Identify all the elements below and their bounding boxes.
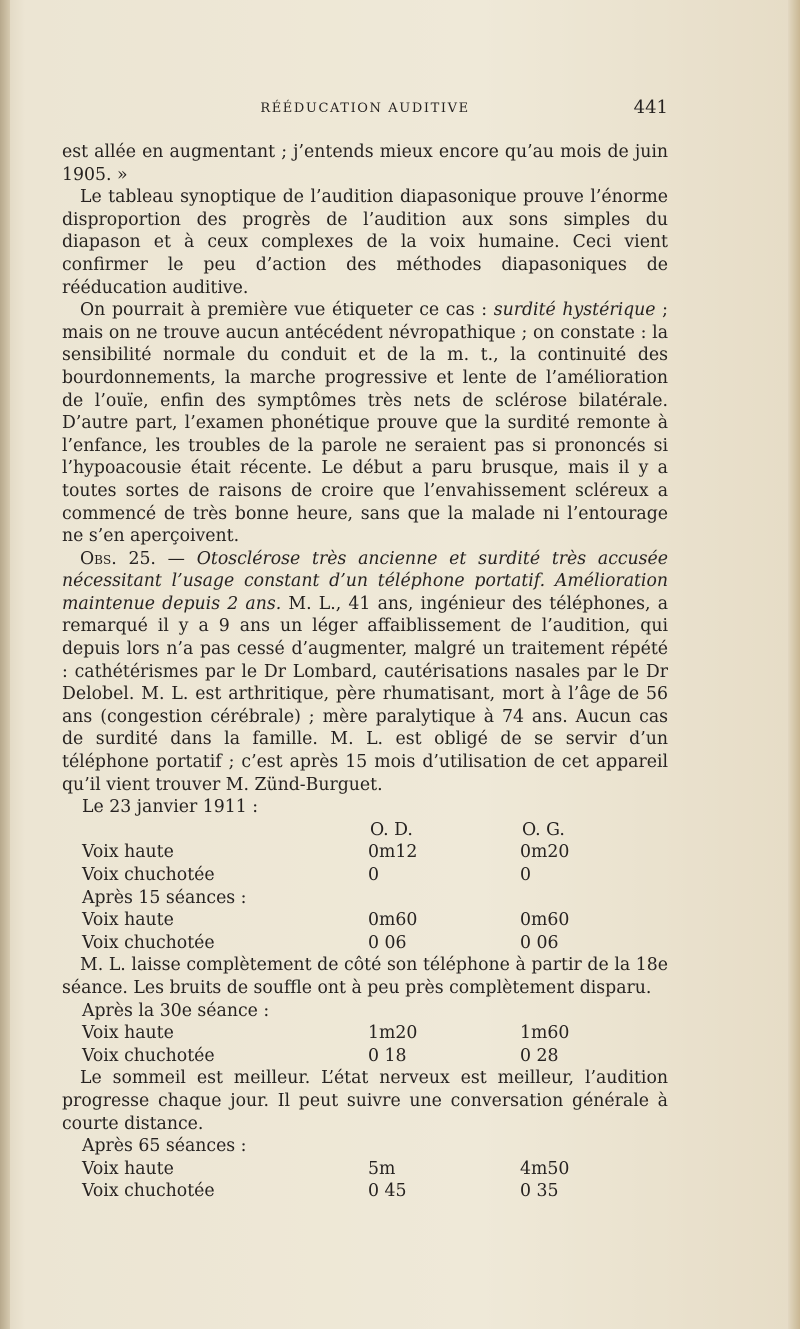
row-label: Voix chuchotée bbox=[82, 932, 215, 953]
date-line: Le 23 janvier 1911 : bbox=[82, 797, 259, 818]
table-header bbox=[62, 819, 668, 842]
og-value: 0 35 bbox=[520, 1181, 559, 1202]
paragraph-continuation: est allée en augmentant ; j’entends mieux encore qu’au mois de juin 1905. » bbox=[62, 142, 668, 185]
p3-italic-term: surdité hystérique bbox=[493, 300, 656, 321]
og-value: 4m50 bbox=[520, 1158, 570, 1179]
p3-text-end: ; mais on ne trouve aucun antécédent névropathique ; on constate : la sensibilité normale du conduit et de la m. t., la continuité des bourdonnements, la marche progressive et lente de l’amélioration de l’ouïe, enfin des symptômes très nets de sclérose bilatérale. D’autre part, l’examen phonétique prouve que la surdité remonte à l’enfance, les troubles de la parole ne seraient pas si prononcés si l’hypoacousie était récente. Le début a paru brusque, mais il y a toutes sortes de raisons de croire que l’envahissement scléreux a commencé de très bonne heure, sans que la malade ni l’entourage ne s’en aperçoivent. bbox=[62, 300, 668, 547]
table-row bbox=[62, 1045, 668, 1068]
page-body bbox=[62, 141, 668, 1203]
row-label: Voix haute bbox=[82, 1023, 174, 1044]
col-od-header: O. D. bbox=[370, 819, 413, 840]
table-row bbox=[62, 1022, 668, 1045]
after-65-sessions: Après 65 séances : bbox=[82, 1136, 247, 1157]
after-30-sessions: Après la 30e séance : bbox=[82, 1000, 270, 1021]
observation-title: Otosclérose très ancienne et surdité très accusée nécessitant l’usage constant d’un téléphone portatif. Amélioration maintenue depuis 2 ans. bbox=[62, 548, 668, 614]
paragraph-sleep: Le sommeil est meilleur. L’état nerveux est meilleur, l’audition progresse chaque jour. Il peut suivre une conversation générale à courte distance. bbox=[62, 1068, 668, 1134]
page-header bbox=[62, 97, 668, 121]
p3-text-start: On pourrait à première vue étiqueter ce cas : bbox=[80, 300, 494, 321]
table-row bbox=[62, 1180, 668, 1203]
observation-label: Obs. 25. — bbox=[80, 548, 185, 569]
od-value: 1m20 bbox=[368, 1023, 418, 1044]
row-label: Voix haute bbox=[82, 1158, 174, 1179]
after-15-sessions: Après 15 séances : bbox=[82, 887, 247, 908]
paragraph-telephone: M. L. laisse complètement de côté son téléphone à partir de la 18e séance. Les bruits de souffle ont à peu près complètement disparu. bbox=[62, 955, 668, 998]
og-value: 1m60 bbox=[520, 1023, 570, 1044]
row-label: Voix haute bbox=[82, 842, 174, 863]
page-number: 441 bbox=[633, 97, 668, 118]
table-row bbox=[62, 1158, 668, 1181]
od-value: 5m bbox=[368, 1158, 396, 1179]
od-value: 0m12 bbox=[368, 842, 418, 863]
page-left-edge bbox=[0, 0, 10, 1329]
table-row bbox=[62, 864, 668, 887]
og-value: 0 06 bbox=[520, 932, 559, 953]
row-label: Voix haute bbox=[82, 910, 174, 931]
observation-text: M. L., 41 ans, ingénieur des téléphones, a remarqué il y a 9 ans un léger affaiblissement de l’audition, qui depuis lors n’a pas cessé d’augmenter, malgré un traitement répété : cathétérismes par le Dr Lombard, cautérisations nasales par le Dr Delobel. M. L. est arthritique, père rhumatisant, mort à l’âge de 56 ans (congestion cérébrale) ; mère paralytique à 74 ans. Aucun cas de surdité dans la famille. M. L. est obligé de se servir d’un téléphone portatif ; c’est après 15 mois d’utilisation de cet appareil qu’il vient trouver M. Zünd-Burguet. bbox=[62, 593, 669, 795]
table-row bbox=[62, 932, 668, 955]
od-value: 0m60 bbox=[368, 910, 418, 931]
og-value: 0m20 bbox=[520, 842, 570, 863]
row-label: Voix chuchotée bbox=[82, 865, 215, 885]
table-row bbox=[62, 909, 668, 932]
observation-25 bbox=[62, 548, 668, 797]
row-label: Voix chuchotée bbox=[82, 1181, 215, 1202]
og-value: 0 bbox=[520, 865, 531, 885]
running-title: RÉÉDUCATION AUDITIVE bbox=[260, 101, 470, 116]
paragraph-synoptic-table: Le tableau synoptique de l’audition diapasonique prouve l’énorme disproportion des progrès de l’audition aux sons simples du diapason et à ceux complexes de la voix humaine. Ceci vient confirmer le peu d’action des méthodes diapasoniques de rééducation auditive. bbox=[62, 187, 668, 298]
og-value: 0m60 bbox=[520, 910, 570, 931]
row-label: Voix chuchotée bbox=[82, 1045, 215, 1066]
og-value: 0 28 bbox=[520, 1045, 559, 1066]
table-row bbox=[62, 841, 668, 864]
od-value: 0 bbox=[368, 865, 379, 885]
paragraph-hysterical-deafness bbox=[62, 299, 668, 548]
od-value: 0 45 bbox=[368, 1181, 407, 1202]
od-value: 0 18 bbox=[368, 1045, 407, 1066]
page-right-edge bbox=[788, 0, 800, 1329]
od-value: 0 06 bbox=[368, 932, 407, 953]
col-og-header: O. G. bbox=[522, 819, 565, 840]
